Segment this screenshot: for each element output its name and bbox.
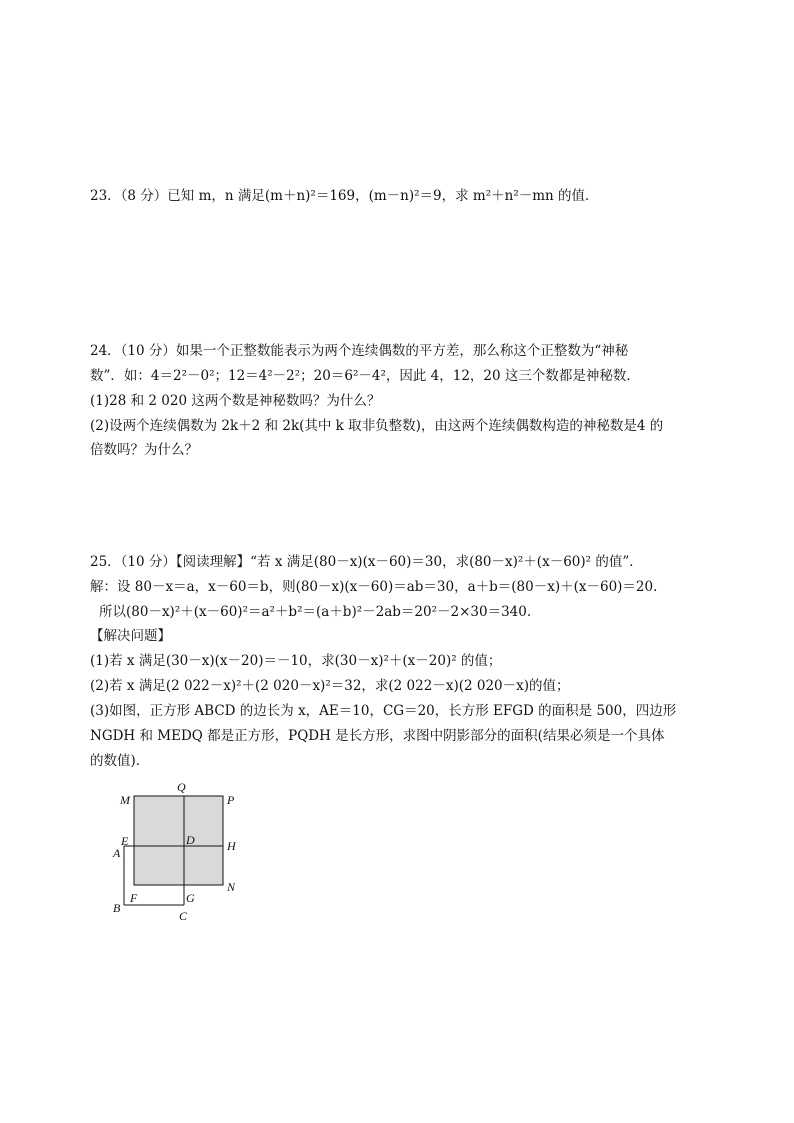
q23-text: 23．（8 分）已知 m，n 满足(m＋n)²＝169，(m－n)²＝9，求 m²＋n²－mn 的值． [90, 188, 599, 204]
q25-line-1: 25．（10 分）【阅读理解】“若 x 满足(80－x)(x－60)＝30，求(80－x)²＋(x－60)² 的值”． [90, 554, 643, 570]
q25-line-3: 所以(80－x)²＋(x－60)²＝a²＋b²＝(a＋b)²－2ab＝20²－2×30＝340. [99, 604, 532, 620]
q24-line-5: 倍数吗？为什么？ [90, 442, 198, 458]
q25-line-5: (1)若 x 满足(30－x)(x－20)＝－10，求(30－x)²＋(x－20)² 的值； [90, 653, 502, 669]
q24-line-3: (1)28 和 2 020 这两个数是神秘数吗？为什么？ [90, 393, 381, 409]
label-a: A [113, 846, 121, 860]
label-d: D [186, 833, 195, 847]
label-h: H [227, 839, 236, 853]
label-q: Q [177, 780, 186, 794]
label-c: C [179, 909, 188, 923]
label-n: N [227, 880, 236, 894]
q25-line-9: 的数值)． [90, 753, 150, 769]
q25-line-4: 【解决问题】 [90, 628, 171, 644]
geometry-figure [112, 778, 242, 928]
q24-line-2: 数”．如：4＝2²－0²；12＝4²－2²；20＝6²－4²，因此 4，12，20 这三个数都是神秘数． [90, 368, 640, 384]
q25-line-7: (3)如图，正方形 ABCD 的边长为 x，AE＝10，CG＝20，长方形 EFGD 的面积是 500，四边形 [90, 703, 677, 719]
q24-line-1: 24．（10 分）如果一个正整数能表示为两个连续偶数的平方差，那么称这个正整数为“神秘 [90, 343, 629, 359]
shaded-square-mnpq [134, 796, 223, 885]
q25-line-8: NGDH 和 MEDQ 都是正方形，PQDH 是长方形，求图中阴影部分的面积(结果必须是一个具体 [90, 728, 665, 744]
q25-line-2: 解：设 80－x＝a，x－60＝b，则(80－x)(x－60)＝ab＝30，a＋b＝(80－x)＋(x－60)＝20. [90, 579, 658, 595]
label-g: G [186, 891, 195, 905]
label-b: B [113, 901, 121, 915]
label-f: F [130, 891, 138, 905]
label-p: P [227, 793, 235, 807]
q25-line-6: (2)若 x 满足(2 022－x)²＋(2 020－x)²＝32，求(2 022－x)(2 020－x)的值； [90, 678, 570, 694]
label-e: E [121, 834, 129, 848]
q24-line-4: (2)设两个连续偶数为 2k＋2 和 2k(其中 k 取非负整数)，由这两个连续偶数构造的神秘数是4 的 [90, 418, 664, 434]
label-m: M [120, 793, 130, 807]
